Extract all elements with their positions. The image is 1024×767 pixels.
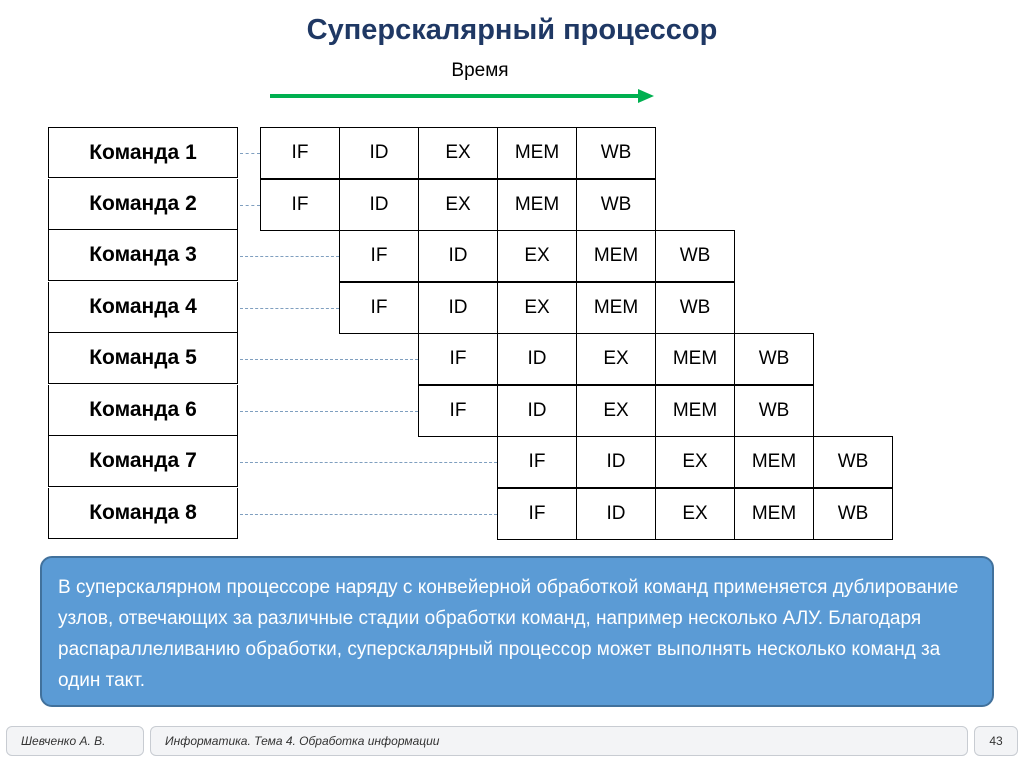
stage-cell: ID	[339, 179, 419, 231]
stage-cell: IF	[339, 230, 419, 282]
stage-cell: EX	[497, 230, 577, 282]
command-label: Команда 2	[48, 179, 238, 230]
stage-cell: ID	[576, 436, 656, 488]
footer-author: Шевченко А. В.	[6, 726, 144, 756]
stage-cell: IF	[418, 385, 498, 437]
stage-cell: MEM	[734, 488, 814, 540]
stage-cell: IF	[260, 127, 340, 179]
explanation-note: В суперскалярном процессоре наряду с конвейерной обработкой команд применяется дублирование узлов, отвечающих за различные стадии обработки команд, например несколько АЛУ. Благодаря распараллеливанию обработки, суперскалярный процессор может выполнять несколько команд за один такт.	[40, 556, 994, 707]
stage-cell: WB	[813, 488, 893, 540]
stage-cell: WB	[576, 127, 656, 179]
stage-cell: EX	[576, 333, 656, 385]
dashed-connector	[240, 411, 418, 412]
stage-cell: EX	[418, 127, 498, 179]
stage-cell: ID	[418, 230, 498, 282]
footer-topic: Информатика. Тема 4. Обработка информации	[150, 726, 968, 756]
dashed-connector	[240, 308, 339, 309]
stage-cell: WB	[655, 230, 735, 282]
dashed-connector	[240, 514, 497, 515]
command-label: Команда 5	[48, 333, 238, 384]
dashed-connector	[240, 462, 497, 463]
command-label: Команда 8	[48, 488, 238, 539]
stage-cell: MEM	[497, 179, 577, 231]
dashed-connector	[240, 256, 339, 257]
stage-cell: IF	[497, 436, 577, 488]
page-title: Суперскалярный процессор	[306, 14, 718, 46]
command-label: Команда 7	[48, 436, 238, 487]
stage-cell: EX	[655, 488, 735, 540]
stage-cell: WB	[576, 179, 656, 231]
stage-cell: ID	[497, 385, 577, 437]
stage-cell: ID	[576, 488, 656, 540]
stage-cell: IF	[497, 488, 577, 540]
stage-cell: EX	[497, 282, 577, 334]
dashed-connector	[240, 153, 260, 154]
stage-cell: MEM	[497, 127, 577, 179]
command-label: Команда 3	[48, 230, 238, 281]
stage-cell: IF	[339, 282, 419, 334]
page-number: 43	[974, 726, 1018, 756]
time-arrow-icon	[266, 86, 658, 106]
stage-cell: ID	[339, 127, 419, 179]
stage-cell: EX	[655, 436, 735, 488]
stage-cell: EX	[418, 179, 498, 231]
stage-cell: IF	[418, 333, 498, 385]
stage-cell: ID	[418, 282, 498, 334]
stage-cell: IF	[260, 179, 340, 231]
stage-cell: MEM	[576, 282, 656, 334]
stage-cell: WB	[655, 282, 735, 334]
stage-cell: MEM	[655, 385, 735, 437]
dashed-connector	[240, 205, 260, 206]
dashed-connector	[240, 359, 418, 360]
stage-cell: EX	[576, 385, 656, 437]
stage-cell: WB	[734, 385, 814, 437]
time-axis-label: Время	[451, 60, 509, 81]
stage-cell: WB	[813, 436, 893, 488]
stage-cell: MEM	[576, 230, 656, 282]
command-label: Команда 1	[48, 127, 238, 178]
stage-cell: ID	[497, 333, 577, 385]
command-label: Команда 4	[48, 282, 238, 333]
command-label: Команда 6	[48, 385, 238, 436]
stage-cell: WB	[734, 333, 814, 385]
stage-cell: MEM	[734, 436, 814, 488]
stage-cell: MEM	[655, 333, 735, 385]
